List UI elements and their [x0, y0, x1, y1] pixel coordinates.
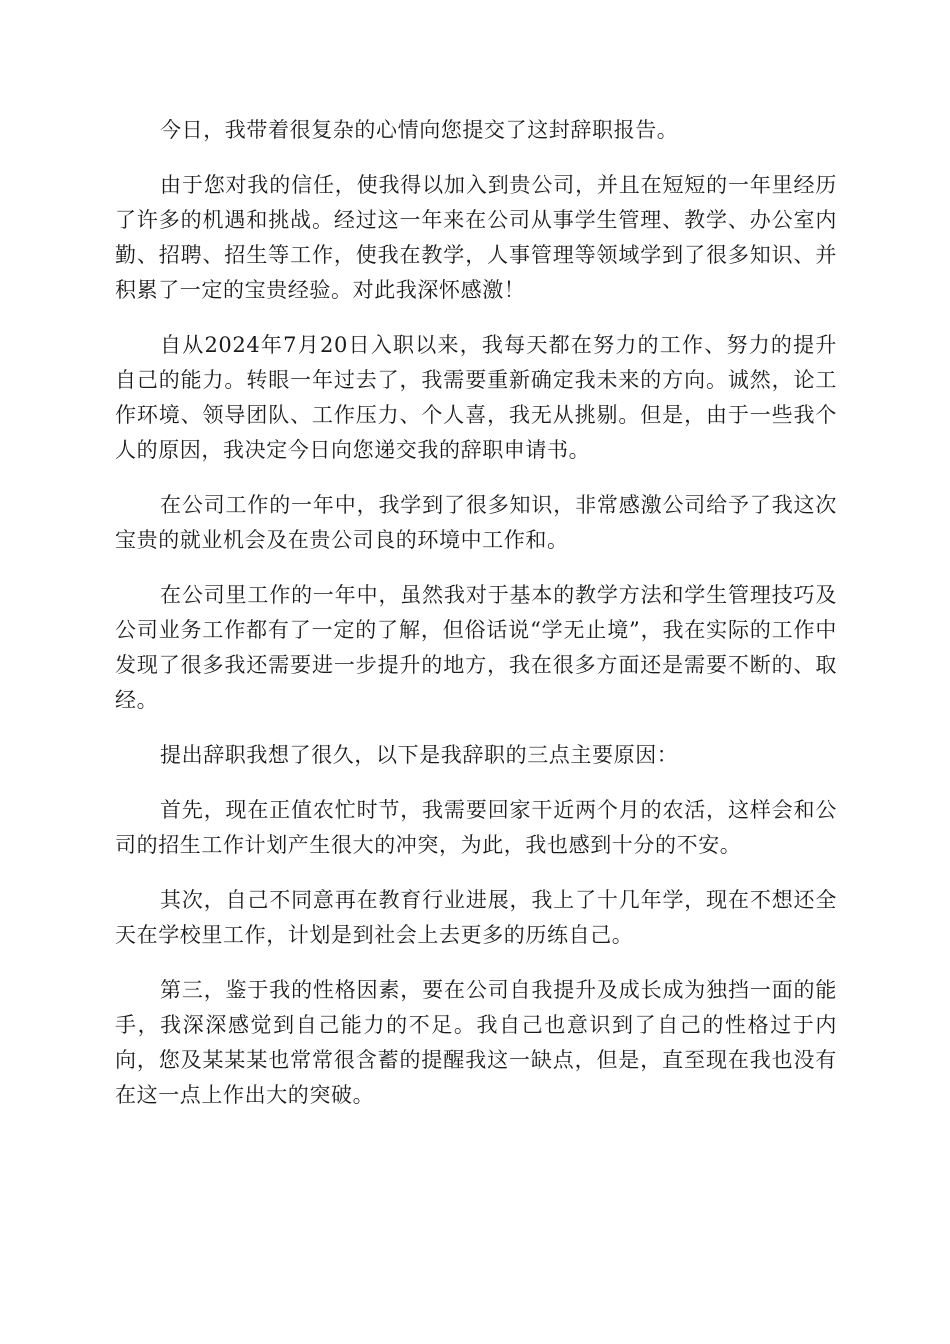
paragraph-reason-third: 第三，鉴于我的性格因素，要在公司自我提升及成长成为独挡一面的能手，我深深感觉到自己能力的不足。我自己也意识到了自己的性格过于内向，您及某某某也常常很含蓄的提醒我这一缺点，但是，直至现在我也没有在这一点上作出大的突破。 [115, 978, 837, 1107]
paragraph-reason-first: 首先，现在正值农忙时节，我需要回家干近两个月的农活，这样会和公司的招生工作计划产生很大的冲突，为此，我也感到十分的不安。 [115, 798, 837, 857]
paragraph-learning: 在公司里工作的一年中，虽然我对于基本的教学方法和学生管理技巧及公司业务工作都有了一定的了解，但俗话说“学无止境”，我在实际的工作中发现了很多我还需要进一步提升的地方，我在很多方面还是需要不断的、取经。 [115, 583, 837, 712]
paragraph-opening: 今日，我带着很复杂的心情向您提交了这封辞职报告。 [160, 118, 679, 142]
paragraph-reason-second: 其次，自己不同意再在教育行业进展，我上了十几年学，现在不想还全天在学校里工作，计划是到社会上去更多的历练自己。 [115, 888, 837, 947]
paragraph-gratitude: 由于您对我的信任，使我得以加入到贵公司，并且在短短的一年里经历了许多的机遇和挑战。经过这一年来在公司从事学生管理、教学、办公室内勤、招聘、招生等工作，使我在教学，人事管理等领域学到了很多知识、并积累了一定的宝贵经验。对此我深怀感激！ [115, 173, 837, 302]
paragraph-tenure: 自从2024年7月20日入职以来，我每天都在努力的工作、努力的提升自己的能力。转眼一年过去了，我需要重新确定我未来的方向。诚然，论工作环境、领导团队、工作压力、个人喜，我无从挑剔。但是，由于一些我个人的原因，我决定今日向您递交我的辞职申请书。 [115, 333, 837, 462]
paragraph-reasons-intro: 提出辞职我想了很久，以下是我辞职的三点主要原因： [160, 743, 679, 767]
document-body [115, 113, 837, 1133]
paragraph-knowledge: 在公司工作的一年中，我学到了很多知识，非常感激公司给予了我这次宝贵的就业机会及在贵公司良的环境中工作和。 [115, 493, 837, 552]
